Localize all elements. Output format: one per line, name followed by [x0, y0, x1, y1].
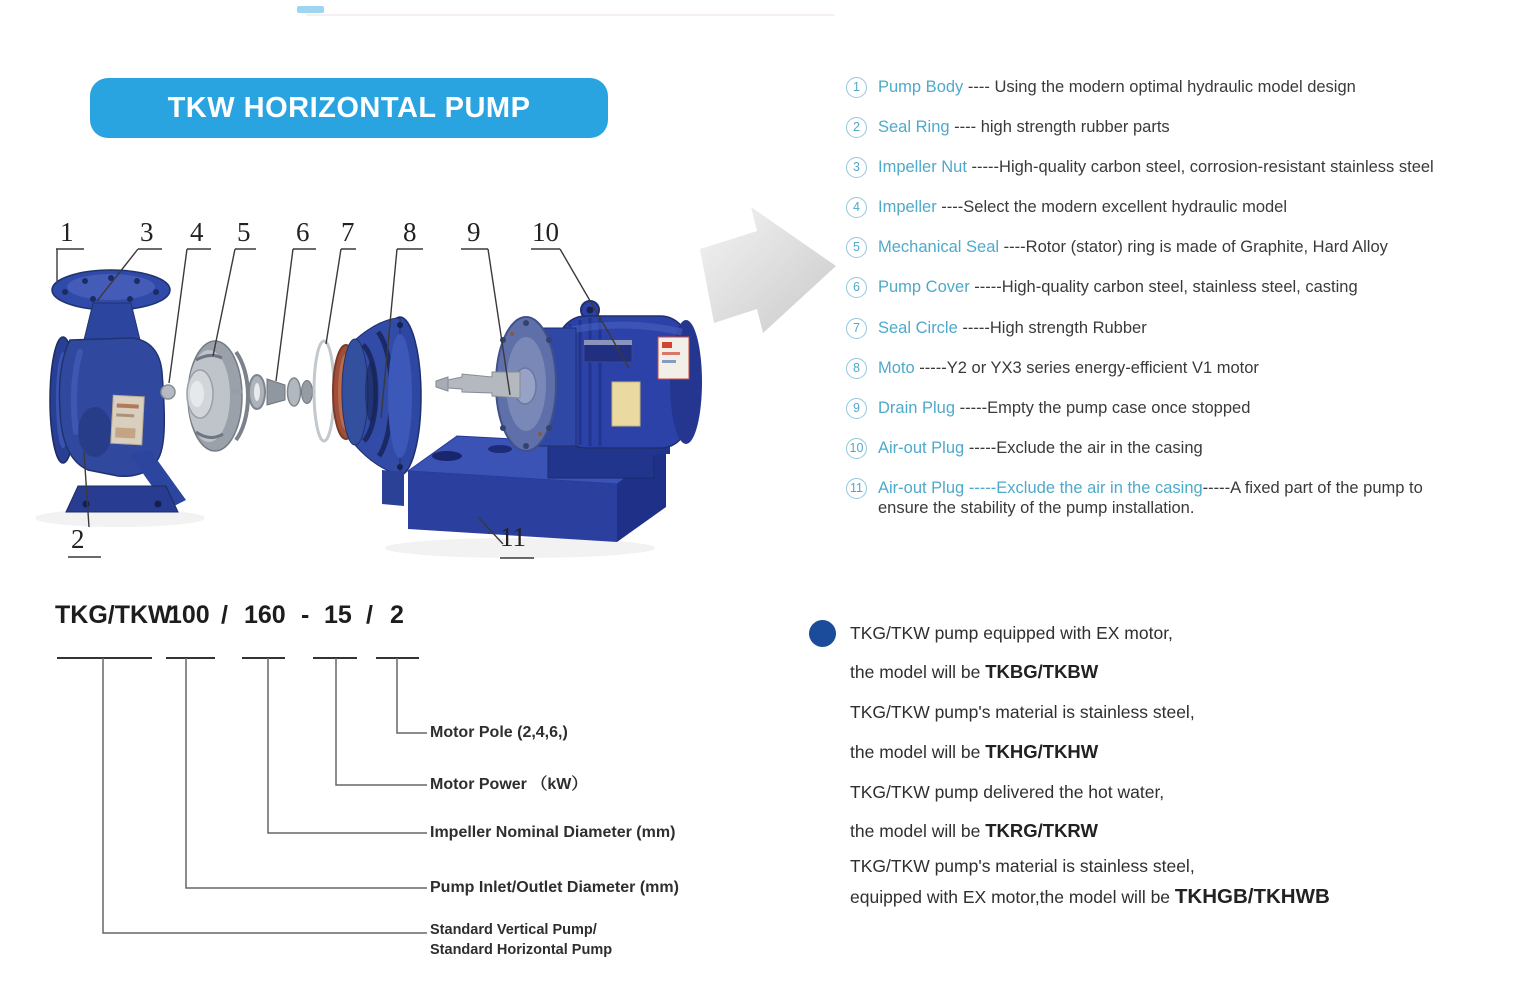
parts-list-item: 8 Moto -----Y2 or YX3 series energy-efficient V1 motor — [846, 348, 1498, 388]
part-name: Mechanical Seal — [878, 238, 1000, 257]
label-impeller-diameter: Impeller Nominal Diameter (mm) — [430, 824, 676, 841]
top-faint-line — [306, 14, 834, 16]
bullet-circle — [809, 620, 836, 647]
parts-list-item: 1 Pump Body ---- Using the modern optimal hydraulic model design — [846, 67, 1498, 107]
callout-number-3: 3 — [140, 217, 154, 247]
model-code-text: TKRG/TKRW — [985, 820, 1098, 841]
circled-number: 10 — [846, 438, 867, 459]
model-tree-lines — [57, 658, 427, 933]
label-motor-power: Motor Power （kW） — [430, 776, 588, 793]
variant-line: TKG/TKW pump's material is stainless steel, — [850, 702, 1195, 722]
part-name: Air-out Plug — [878, 478, 965, 497]
impeller-illustration — [187, 341, 248, 451]
part-description: Rotor (stator) ring is made of Graphite, Hard Alloy — [1025, 238, 1388, 257]
callout-number-10: 10 — [532, 217, 559, 247]
callout-number-6: 6 — [296, 217, 310, 247]
circled-number: 5 — [846, 237, 867, 258]
part-description: High-quality carbon steel, corrosion-resistant stainless steel — [999, 158, 1434, 177]
parts-list — [846, 67, 1498, 518]
circled-number: 7 — [846, 318, 867, 339]
variant-line: equipped with EX motor,the model will be TKHGB/TKHWB — [850, 885, 1330, 908]
model-code-inlet-diameter: 100 — [168, 601, 210, 629]
part-description: Y2 or YX3 series energy-efficient V1 motor — [946, 358, 1259, 377]
parts-list-item: 5 Mechanical Seal ----Rotor (stator) ring is made of Graphite, Hard Alloy — [846, 227, 1498, 267]
part-description: Empty the pump case once stopped — [987, 398, 1251, 417]
part-description: Select the modern excellent hydraulic model — [963, 198, 1288, 217]
top-accent-dash — [297, 6, 324, 13]
parts-list-item: 7 Seal Circle -----High strength Rubber — [846, 308, 1498, 348]
circled-number: 1 — [846, 77, 867, 98]
part-name: Seal Circle — [878, 318, 958, 337]
part-description: Using the modern optimal hydraulic model design — [994, 78, 1356, 96]
seal-circle-illustration — [314, 341, 334, 441]
impeller-nut-illustration — [161, 385, 175, 399]
motor-illustration — [436, 301, 702, 454]
parts-list-item: 3 Impeller Nut -----High-quality carbon steel, corrosion-resistant stainless steel — [846, 147, 1498, 187]
label-standard-horizontal-pump: Standard Horizontal Pump — [430, 942, 613, 958]
part-name: Air-out Plug — [878, 438, 965, 457]
part-name: Impeller — [878, 198, 937, 217]
part-description: -----A fixed part of the pump to — [1202, 478, 1423, 497]
variant-line: TKG/TKW pump's material is stainless steel, — [850, 856, 1195, 876]
parts-list-item: 9 Drain Plug -----Empty the pump case once stopped — [846, 388, 1498, 428]
part-description: Exclude the air in the casing — [996, 438, 1203, 457]
callout-number-5: 5 — [237, 217, 251, 247]
model-code-slash: / — [221, 601, 228, 629]
model-code-series: TKG/TKW — [55, 601, 172, 629]
variant-line: the model will be TKRG/TKRW — [850, 820, 1098, 841]
model-code-text: TKHGB/TKHWB — [1174, 885, 1330, 908]
label-motor-pole: Motor Pole (2,4,6,) — [430, 724, 568, 741]
circled-number: 3 — [846, 157, 867, 178]
callout-number-9: 9 — [467, 217, 481, 247]
circled-number: 9 — [846, 398, 867, 419]
model-code-motor-pole: 2 — [390, 601, 404, 629]
parts-list-item: 11 Air-out Plug -----Exclude the air in the casing-----A fixed part of the pump to ensure the stability of the pump installation. — [846, 468, 1498, 518]
part-name: Pump Cover — [878, 278, 970, 297]
model-code-text: TKBG/TKBW — [985, 661, 1099, 682]
part-description: High strength Rubber — [989, 318, 1147, 337]
variant-line: TKG/TKW pump equipped with EX motor, — [850, 623, 1173, 643]
model-code-slash2: / — [366, 601, 373, 629]
variant-line: the model will be TKHG/TKHW — [850, 741, 1099, 762]
callout-number-11: 11 — [500, 522, 526, 552]
mechanical-seal-illustration — [231, 375, 313, 409]
pump-cover-illustration — [333, 317, 421, 506]
part-name: Seal Ring — [878, 118, 950, 137]
part-description: High-quality carbon steel, stainless steel, casting — [1001, 278, 1358, 297]
part-description: high strength rubber parts — [980, 118, 1170, 137]
part-name: Moto — [878, 358, 915, 377]
variant-line: the model will be TKBG/TKBW — [850, 661, 1099, 682]
label-standard-vertical-pump: Standard Vertical Pump/ — [430, 922, 597, 938]
label-pump-inlet-outlet: Pump Inlet/Outlet Diameter (mm) — [430, 879, 679, 896]
callout-number-2: 2 — [71, 524, 85, 554]
part-name: Impeller Nut — [878, 158, 967, 177]
parts-list-item: 6 Pump Cover -----High-quality carbon steel, stainless steel, casting — [846, 267, 1498, 307]
part-description-blue: Exclude the air in the casing — [996, 478, 1203, 497]
circled-number: 8 — [846, 358, 867, 379]
callout-number-1: 1 — [60, 217, 74, 247]
model-code-dash: - — [301, 601, 310, 629]
circled-number: 6 — [846, 277, 867, 298]
title-banner — [90, 78, 608, 138]
circled-number: 2 — [846, 117, 867, 138]
callout-number-8: 8 — [403, 217, 417, 247]
variant-line: TKG/TKW pump delivered the hot water, — [850, 782, 1165, 802]
parts-list-item: 4 Impeller ----Select the modern excellent hydraulic model — [846, 187, 1498, 227]
callout-number-4: 4 — [190, 217, 204, 247]
circled-number: 11 — [846, 478, 867, 499]
model-code-impeller-diameter: 160 — [244, 601, 286, 629]
parts-list-item: 2 Seal Ring ---- high strength rubber parts — [846, 107, 1498, 147]
page-title: TKW HORIZONTAL PUMP — [167, 91, 531, 124]
model-code-text: TKHG/TKHW — [985, 741, 1099, 762]
parts-list-item: 10 Air-out Plug -----Exclude the air in the casing — [846, 428, 1498, 468]
circled-number: 4 — [846, 197, 867, 218]
model-code-motor-power: 15 — [324, 601, 352, 629]
part-name: Drain Plug — [878, 398, 956, 417]
arrow-right-icon — [700, 207, 836, 333]
part-description-line2: ensure the stability of the pump installation. — [878, 498, 1195, 517]
callout-number-7: 7 — [341, 217, 355, 247]
part-name: Pump Body — [878, 78, 964, 96]
